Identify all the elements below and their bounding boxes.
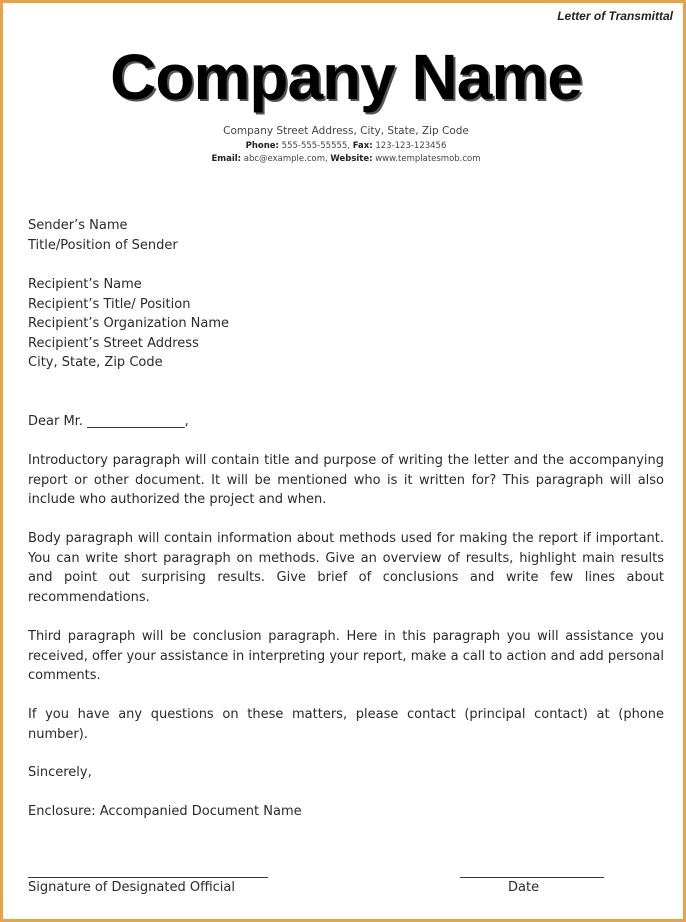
signature-label: Signature of Designated Official bbox=[28, 880, 235, 895]
recipient-name: Recipient’s Name bbox=[28, 277, 142, 292]
closing-text: Sincerely, bbox=[28, 765, 92, 780]
fax-label: Fax: bbox=[352, 141, 373, 151]
email-label: Email: bbox=[211, 154, 242, 164]
website-value: www.templatesmob.com bbox=[375, 154, 481, 164]
recipient-street: Recipient’s Street Address bbox=[28, 335, 199, 351]
fax-value: 123-123-123456 bbox=[375, 141, 447, 151]
sender-title: Title/Position of Sender bbox=[28, 237, 178, 253]
company-phone-fax bbox=[3, 141, 686, 151]
salutation bbox=[28, 412, 189, 432]
recipient-city: City, State, Zip Code bbox=[28, 355, 163, 371]
company-address: Company Street Address, City, State, Zip Code bbox=[223, 125, 469, 137]
recipient-organization: Recipient’s Organization Name bbox=[28, 316, 230, 332]
intro-paragraph: Introductory paragraph will contain title and purpose of writing the letter and the accompanying report or other document. It will be mentioned who is it written for? This paragraph will also include who authorized the project and when. bbox=[28, 453, 664, 508]
conclusion-paragraph: Third paragraph will be conclusion paragraph. Here in this paragraph you will assistance you received, offer your assistance in interpreting your report, make a call to action and add personal comments. bbox=[28, 629, 664, 684]
sender-block bbox=[28, 216, 178, 255]
closing bbox=[28, 763, 92, 783]
email-value: abc@example.com, bbox=[243, 154, 328, 164]
phone-value: 555-555-55555, bbox=[281, 141, 350, 151]
company-email-website bbox=[3, 154, 686, 164]
date-line bbox=[460, 877, 604, 878]
date-label: Date bbox=[508, 880, 540, 895]
sender-name: Sender’s Name bbox=[28, 218, 128, 233]
document-type-label: Letter of Transmittal bbox=[557, 9, 673, 23]
recipient-block bbox=[28, 275, 229, 373]
contact-paragraph: If you have any questions on these matters, please contact (principal contact) at (phone number). bbox=[28, 707, 664, 742]
salutation-text: Dear Mr. _______________, bbox=[28, 414, 189, 429]
recipient-title: Recipient’s Title/ Position bbox=[28, 296, 191, 312]
signature-line bbox=[28, 877, 268, 878]
company-name-title: Company Name bbox=[110, 41, 582, 113]
body-paragraph: Body paragraph will contain information about methods used for making the report if important. You can write short paragraph on methods. Give an overview of results, highlight main results and point out surprising results. Give brief of conclusions and write few lines about recommendations. bbox=[28, 531, 664, 605]
enclosure bbox=[28, 802, 302, 822]
enclosure-text: Enclosure: Accompanied Document Name bbox=[28, 804, 302, 819]
website-label: Website: bbox=[330, 154, 373, 164]
phone-label: Phone: bbox=[245, 141, 279, 151]
